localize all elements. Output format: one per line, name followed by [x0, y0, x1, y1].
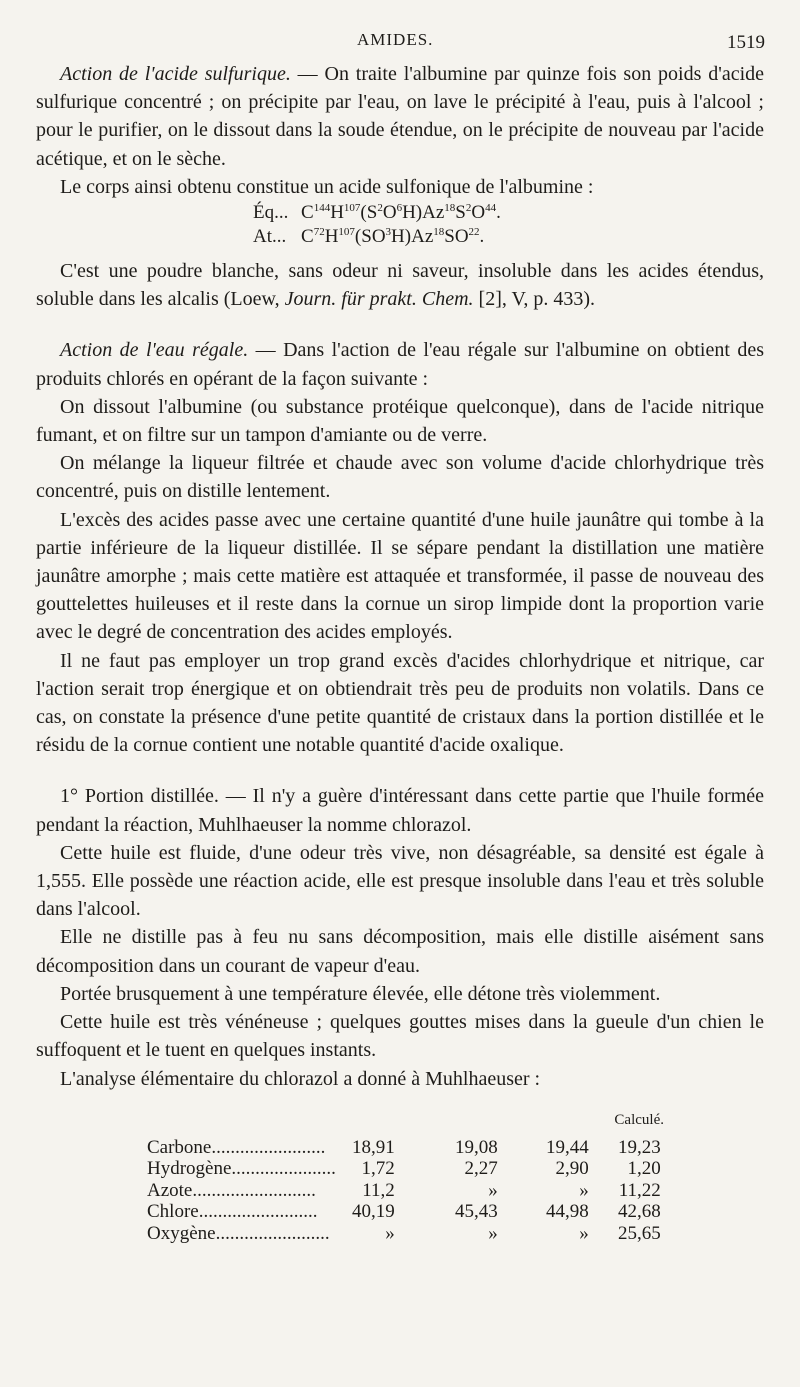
page-header [0, 30, 800, 56]
calculated-column-header: Calculé. [614, 1111, 664, 1128]
element-name: Azote.......................... [147, 1179, 316, 1201]
element-name: Oxygène........................ [147, 1222, 330, 1244]
distilled-portion-paragraph: 1° Portion distillée. — Il n'y a guère d'intéressant dans cette partie que l'huile formée pendant la réaction, Muhlhaeuser la nomme chlorazol. [36, 785, 764, 836]
value-cell: » [579, 1222, 589, 1244]
page-number: 1519 [727, 32, 765, 53]
body-paragraph: Il ne faut pas employer un trop grand excès d'acides chlorhydrique et nitrique, car l'action serait trop énergique et on obtiendrait très peu de produits non volatils. Dans ce cas, on constate la présence d'une petite quantité de cristaux dans la portion distillée et le résidu de la cornue contient une notable quantité d'acide oxalique. [36, 649, 764, 757]
value-cell: 19,44 [546, 1136, 589, 1158]
body-paragraph: L'analyse élémentaire du chlorazol a donné à Muhlhaeuser : [60, 1067, 541, 1090]
table-row [147, 1223, 661, 1245]
sulfonic-acid-intro: Le corps ainsi obtenu constitue un acide sulfonique de l'albumine : [60, 175, 594, 198]
table-row [147, 1180, 661, 1202]
body-paragraph: Cette huile est très vénéneuse ; quelques gouttes mises dans la gueule d'un chien le suffoquent et le tuent en quelques instants. [36, 1011, 764, 1062]
element-name: Carbone........................ [147, 1136, 326, 1158]
aqua-regia-paragraph [36, 336, 764, 392]
calculated-cell: 25,65 [618, 1222, 661, 1244]
value-cell: » [488, 1222, 498, 1244]
calculated-cell: 42,68 [618, 1201, 661, 1223]
body-paragraph: On dissout l'albumine (ou substance protéique quelconque), dans de l'acide nitrique fumant, et on filtre sur un tampon d'amiante ou de verre. [36, 395, 764, 447]
formula-label-at: At... [253, 226, 287, 248]
page-body [36, 60, 764, 1244]
sulfuric-acid-paragraph [36, 60, 764, 173]
aqua-regia-text: — Dans l'action de l'eau régale sur l'albumine on obtient des produits chlorés en opérant de la façon suivante : [36, 339, 764, 390]
value-cell: » [579, 1179, 589, 1201]
value-cell: 11,2 [362, 1179, 395, 1201]
body-paragraph: Cette huile est fluide, d'une odeur très vive, non désagréable, sa densité est égale à 1,555. Elle possède une réaction acide, elle est presque insoluble dans l'eau et très soluble dans l'alcool. [36, 841, 764, 921]
value-cell: 1,72 [361, 1158, 395, 1180]
table-row [147, 1137, 661, 1159]
element-name: Hydrogène...................... [147, 1158, 336, 1180]
table-row [147, 1201, 661, 1223]
formula-eq-text: $C^{144}H^{107}(S^2O^6H)Az^{18}S^2O^{44}$. [301, 202, 501, 224]
table-row [147, 1158, 661, 1180]
formula-at-text: $C^{72}H^{107}(SO^3H)Az^{18}SO^{22}$. [301, 226, 485, 248]
value-cell: 2,90 [555, 1158, 589, 1180]
section-title-sulfuric: Action de l'acide sulfurique. [60, 63, 291, 85]
value-cell: 45,43 [455, 1201, 498, 1223]
calculated-cell: 11,22 [618, 1179, 661, 1201]
formula-label-eq: Éq... [253, 202, 289, 224]
body-paragraph: On mélange la liqueur filtrée et chaude avec son volume d'acide chlorhydrique très concentré, puis on distille lentement. [36, 452, 764, 503]
formula-equivalent [36, 201, 764, 225]
calculated-cell: 19,23 [618, 1136, 661, 1158]
body-paragraph: L'excès des acides passe avec une certaine quantité d'une huile jaunâtre qui tombe à la partie inférieure de la liqueur distillée. Il se sépare pendant la distillation une matière jaunâtre amorphe ; mais cette matière est attaquée et transformée, il passe de nouveau des gouttelettes huileuses et il reste dans la cornue un sirop limpide dont la proportion varie avec le degré de concentration des acides employés. [36, 508, 764, 644]
section-title-aqua-regia: Action de l'eau régale. [60, 339, 249, 362]
value-cell: 19,08 [455, 1136, 498, 1158]
value-cell: » [488, 1179, 498, 1201]
running-title: AMIDES. [357, 30, 434, 49]
value-cell: » [385, 1222, 395, 1244]
sulfuric-text: — On traite l'albumine par quinze fois son poids d'acide sulfurique concentré ; on précipite par l'eau, on lave le précipité à l'eau, puis à l'alcool ; pour le purifier, on le dissout dans la soude étendue, on le précipite de nouveau par l'acide acétique, et on le sèche. [36, 63, 765, 170]
elemental-analysis-table [147, 1137, 661, 1245]
value-cell: 40,19 [352, 1201, 395, 1223]
description-paragraph: C'est une poudre blanche, sans odeur ni saveur, insoluble dans les acides étendus, soluble dans les alcalis (Loew, Journ. für prakt. Chem. [2], V, p. 433). [36, 260, 764, 311]
formula-atomic [36, 225, 764, 249]
value-cell: 2,27 [464, 1158, 498, 1180]
journal-reference: Journ. für prakt. Chem. [284, 288, 474, 311]
calculated-cell: 1,20 [627, 1158, 661, 1180]
value-cell: 18,91 [352, 1136, 395, 1158]
body-paragraph: Portée brusquement à une température élevée, elle détone très violemment. [60, 982, 661, 1005]
body-paragraph: Elle ne distille pas à feu nu sans décomposition, mais elle distille aisément sans décomposition dans un courant de vapeur d'eau. [36, 926, 764, 977]
element-name: Chlore......................... [147, 1201, 318, 1223]
value-cell: 44,98 [546, 1201, 589, 1223]
